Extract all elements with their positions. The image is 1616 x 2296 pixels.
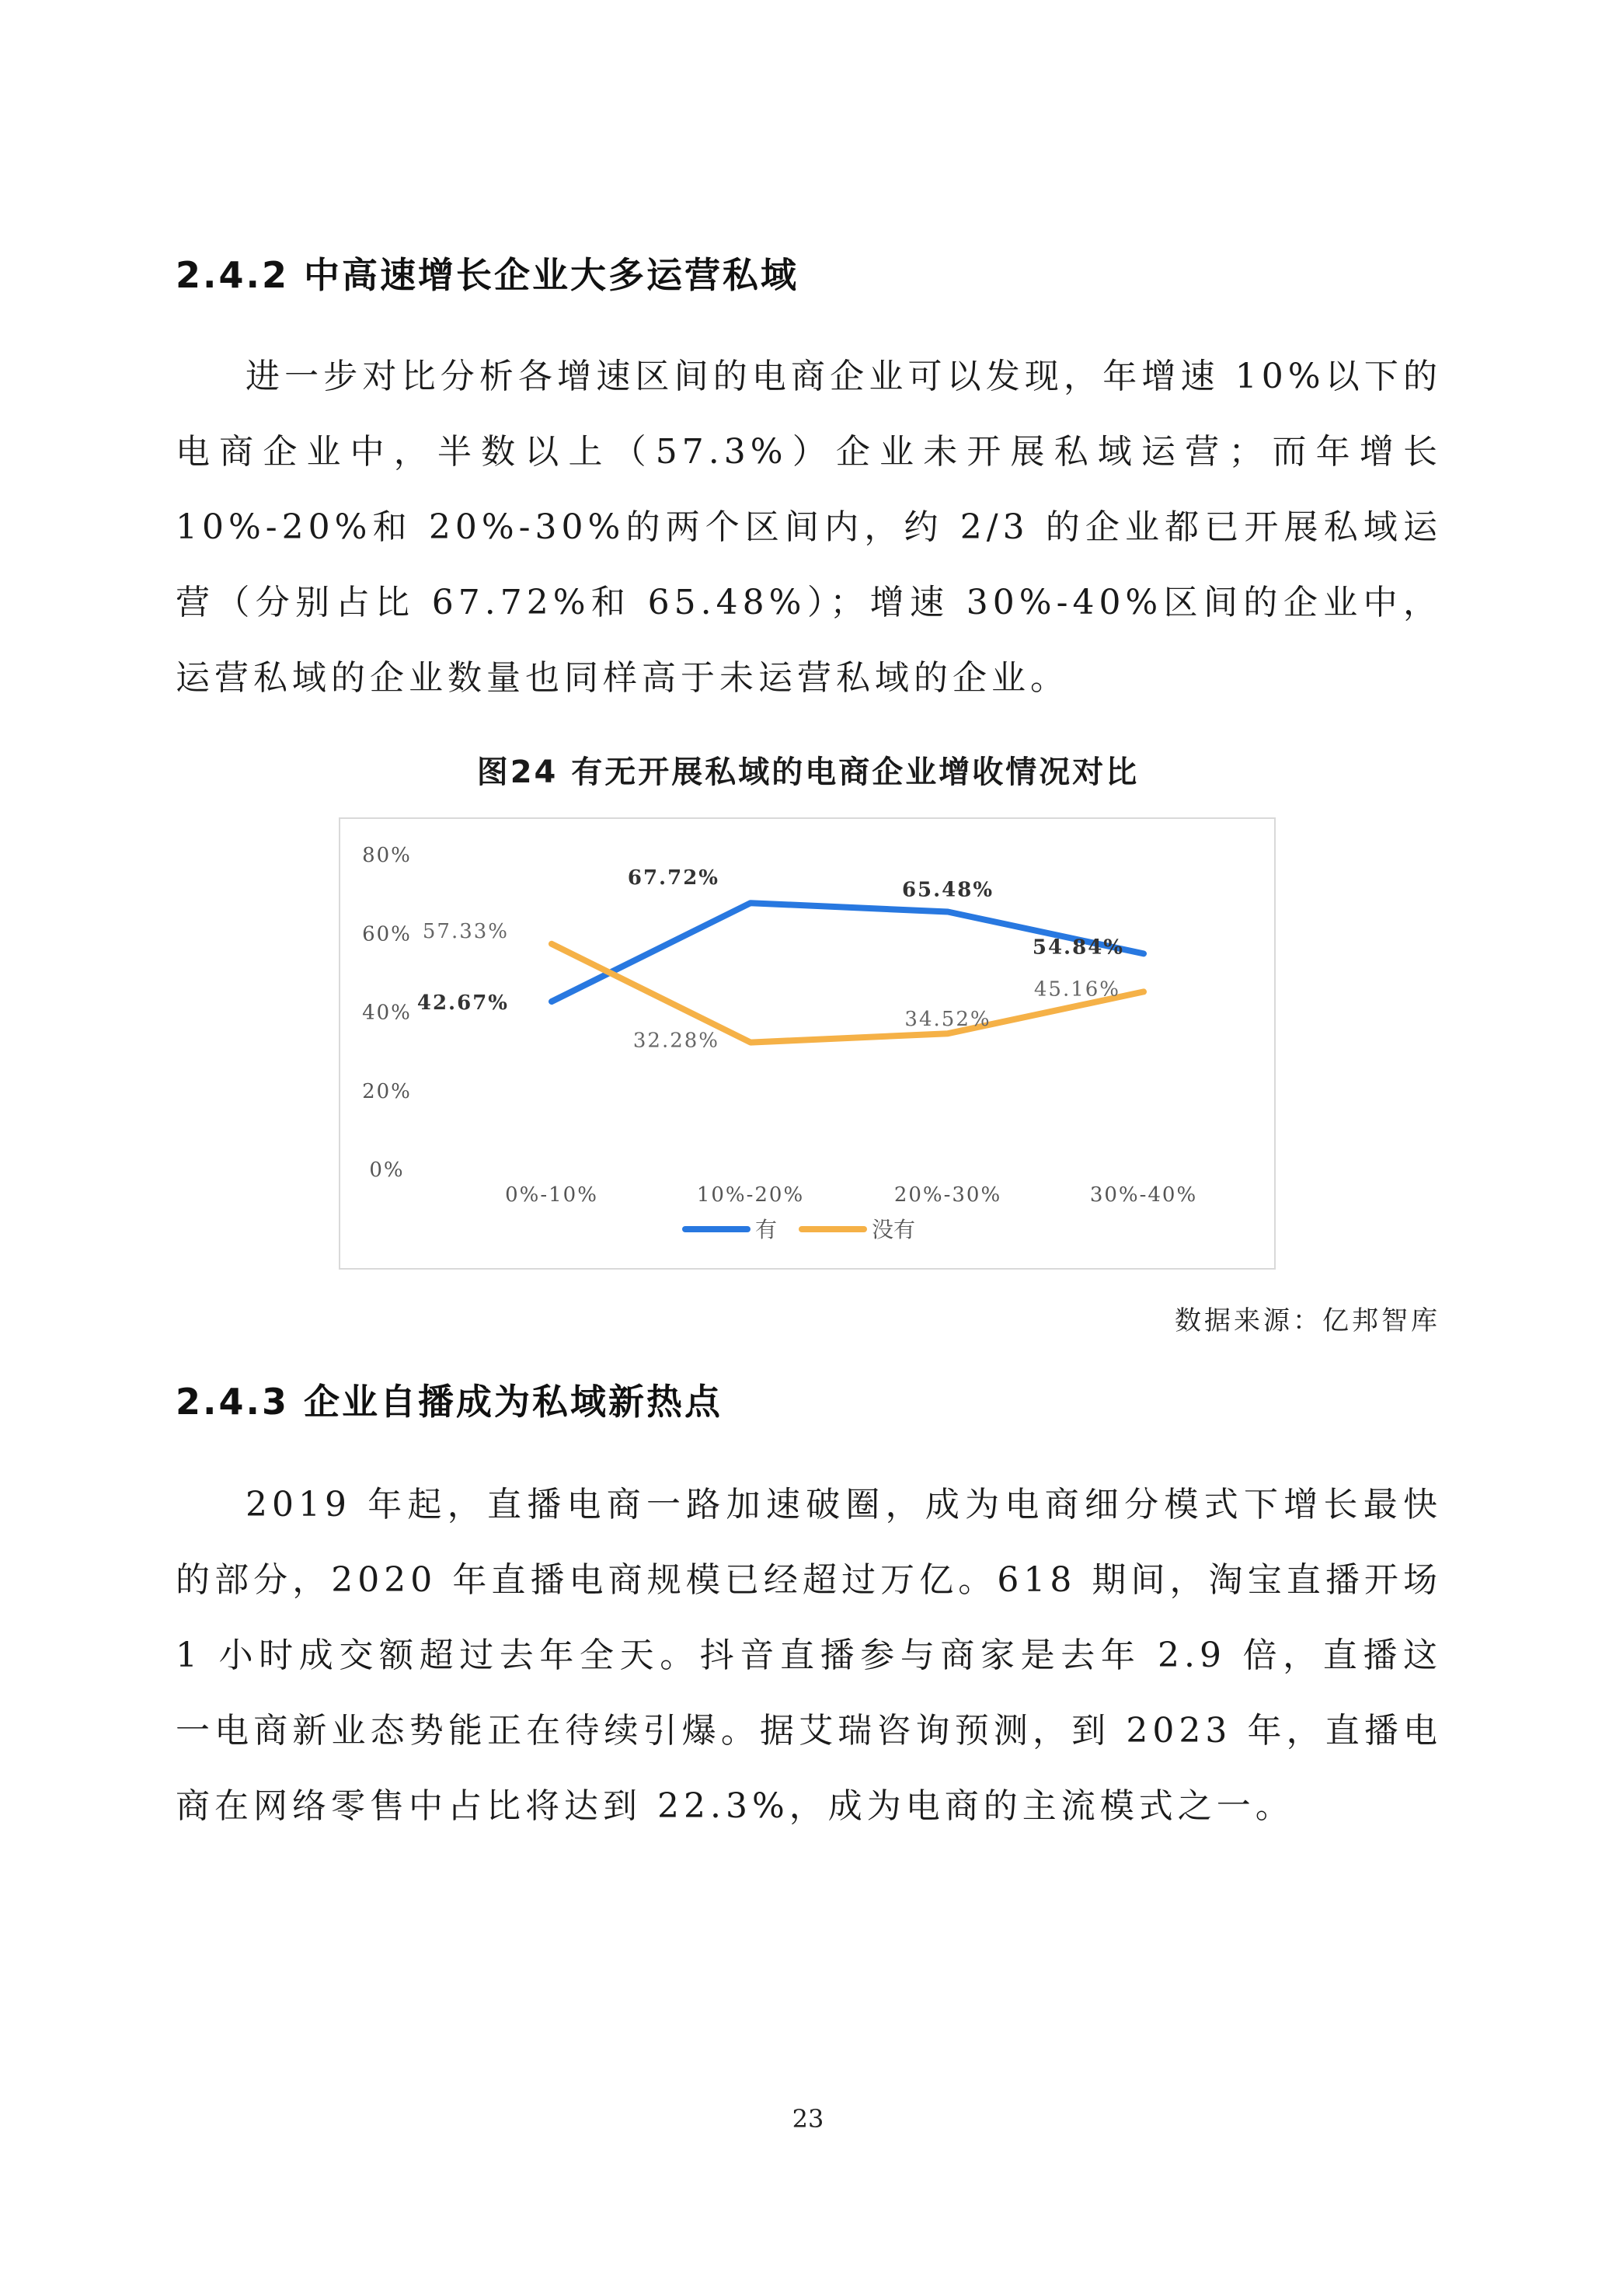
data-source: 数据来源：亿邦智库 [1175, 1305, 1440, 1336]
data-label: 45.16% [1033, 977, 1120, 1002]
data-label: 42.67% [416, 991, 509, 1015]
legend-label: 没有 [872, 1217, 916, 1242]
y-tick-label: 40% [362, 1001, 412, 1025]
chart-canvas [340, 819, 1277, 1271]
section-paragraph-2-4-2: 进一步对比分析各增速区间的电商企业可以发现，年增速 10%以下的电商企业中，半数以上（57.3%）企业未开展私域运营；而年增长 10%-20%和 20%-30%的两个区间内，约 2/3 的企业都已开展私域运营（分别占比 67.72%和 65.48%）；增速 30%-40%区间的企业中，运营私域的企业数量也同样高于未运营私域的企业。 [176, 357, 1442, 698]
section-paragraph-2-4-3: 2019 年起，直播电商一路加速破圈，成为电商细分模式下增长最快的部分，2020 年直播电商规模已经超过万亿。618 期间，淘宝直播开场 1 小时成交额超过去年全天。抖音直播参与商家是去年 2.9 倍，直播这一电商新业态势能正在待续引爆。据艾瑞咨询预测，到 2023 年，直播电商在网络零售中占比将达到 22.3%，成为电商的主流模式之一。 [176, 1485, 1442, 1826]
data-label: 65.48% [901, 878, 994, 902]
data-label: 34.52% [904, 1008, 991, 1032]
line-chart [339, 817, 1276, 1270]
data-label: 57.33% [422, 919, 509, 943]
section-heading-2-4-3: 2.4.3 企业自播成为私域新热点 [176, 1381, 723, 1423]
section-heading-2-4-2: 2.4.2 中高速增长企业大多运营私域 [176, 254, 799, 296]
y-tick-label: 0% [369, 1158, 405, 1182]
legend-label: 有 [755, 1217, 778, 1242]
x-tick-label: 30%-40% [1089, 1183, 1198, 1207]
x-tick-label: 20%-30% [893, 1183, 1002, 1207]
data-label: 54.84% [1032, 935, 1124, 960]
x-tick-label: 0%-10% [505, 1183, 598, 1207]
y-tick-label: 60% [362, 922, 412, 946]
page-number: 23 [792, 2104, 824, 2134]
figure-title: 图24 有无开展私域的电商企业增收情况对比 [476, 754, 1140, 790]
x-tick-label: 10%-20% [696, 1183, 805, 1207]
data-label: 32.28% [632, 1029, 719, 1053]
y-tick-label: 20% [362, 1079, 412, 1103]
data-label: 67.72% [627, 866, 719, 890]
y-tick-label: 80% [362, 844, 412, 867]
